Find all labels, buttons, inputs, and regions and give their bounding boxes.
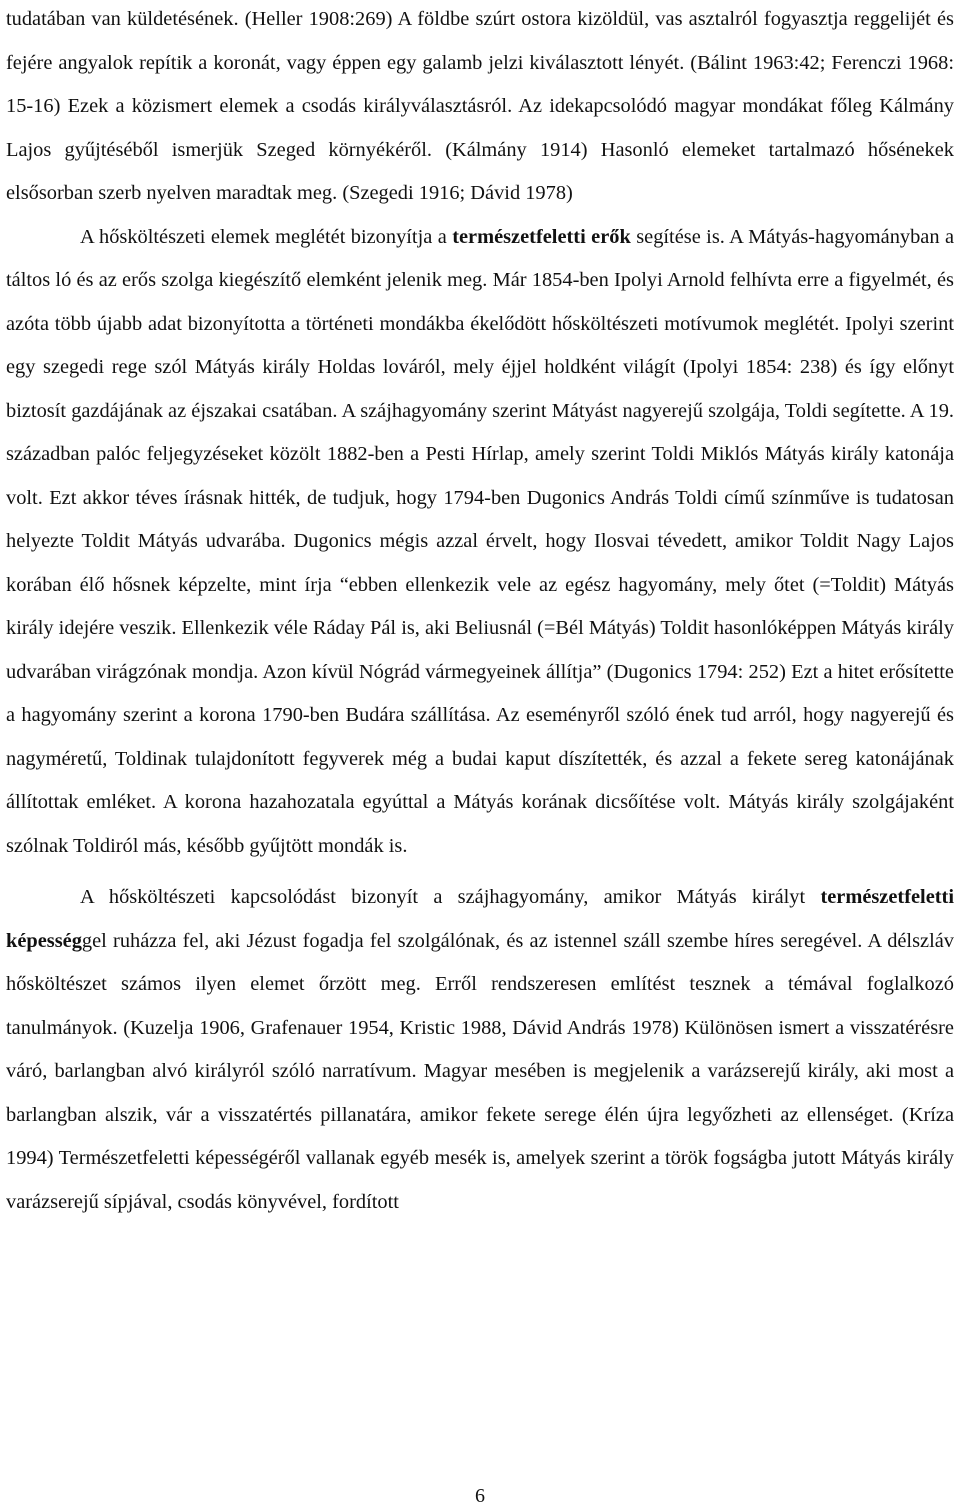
paragraph-3 (6, 876, 954, 1224)
text-run: tudatában van küldetésének. (Heller 1908:269) A földbe szúrt ostora kizöldül, vas asztalról fogyasztja reggelijét és fejére angyalok repítik a koronát, vagy éppen egy galamb jelzi kiválasztott lényét. (Bálint 1963:42; Ferenczi 1968: 15-16) Ezek a közismert elemek a csodás királyválasztásról. Az idekapcsolódó magyar mondákat főleg Kálmány Lajos gyűjtéséből ismerjük Szeged környékéről. (Kálmány 1914) Hasonló elemeket tartalmazó hősénekek elsősorban szerb nyelven maradtak meg. (Szegedi 1916; Dávid 1978) (6, 8, 954, 204)
document-page (6, 0, 954, 1224)
text-run: A hősköltészeti kapcsolódást bizonyít a szájhagyomány, amikor Mátyás királyt (80, 886, 821, 908)
text-run: segítése is. A Mátyás-hagyományban a táltos ló és az erős szolga kiegészítő elemként jelenik meg. Már 1854-ben Ipolyi Arnold felhívta erre a figyelmét, és azóta több újabb adat bizonyította a történeti mondákba ékelődött hősköltészeti motívumok meglétét. Ipolyi szerint egy szegedi rege szól Mátyás király Holdas lováról, mely éjjel holdként világít (Ipolyi 1854: 238) és így előnyt biztosít gazdájának az éjszakai csatában. A szájhagyomány szerint Mátyást nagyerejű szolgája, Toldi segítette. A 19. században palóc feljegyzéseket közölt 1882-ben a Pesti Hírlap, amely szerint Toldi Miklós Mátyás király katonája volt. Ezt akkor téves írásnak hitték, de tudjuk, hogy 1794-ben Dugonics András Toldi című színműve is tudatosan helyezte Toldit Mátyás udvarába. Dugonics mégis azzal érvelt, hogy Ilosvai tévedett, amikor Toldit Nagy Lajos korában élő hősnek képzelte, mint írja “ebben ellenkezik vele az egész hagyomány, mely őtet (=Toldit) Mátyás király idejére veszik. Ellenkezik véle Ráday Pál is, aki Beliusnál (=Bél Mátyás) Toldit hasonlóképpen Mátyás király udvarában virágzónak mondja. Azon kívül Nógrád vármegyeinek állítja” (Dugonics 1794: 252) Ezt a hitet erősítette a hagyomány szerint a korona 1790-ben Budára szállítása. Az eseményről szóló ének tud arról, hogy nagyerejű és nagyméretű, Toldinak tulajdonított fegyverek még a budai kaput díszítették, és azzal a fekete sereg katonájának állítottak emléket. A korona hazahozatala egyúttal a Mátyás korának dicsőítése volt. Mátyás király szolgájaként szólnak Toldiról más, később gyűjtött mondák is. (6, 225, 954, 857)
page-number: 6 (475, 1485, 485, 1507)
text-run: A hősköltészeti elemek meglétét bizonyítja a (80, 225, 453, 248)
paragraph-2 (6, 216, 954, 869)
text-run: gel ruházza fel, aki Jézust fogadja fel szolgálónak, és az istennel száll szembe híres seregével. A délszláv hősköltészet számos ilyen elemet őrzött meg. Erről rendszeresen említést tesznek a témával foglalkozó tanulmányok. (Kuzelja 1906, Grafenauer 1954, Kristic 1988, Dávid András 1978) Különösen ismert a visszatérésre váró, barlangban alvó királyról szóló narratívum. Magyar mesében is megjelenik a varázserejű király, aki most a barlangban alszik, vár a visszatértés pillanatára, amikor fekete serege élén újra legyőzheti az ellenséget. (Kríza 1994) Természetfeletti képességéről vallanak egyéb mesék is, amelyek szerint a török fogságba jutott Mátyás király varázserejű sípjával, csodás könyvével, fordított (6, 929, 954, 1213)
bold-emphasis: természetfeletti erők (452, 225, 631, 248)
bold-emphasis: természetfeletti képesség (6, 886, 954, 952)
paragraph-1 (6, 0, 954, 216)
